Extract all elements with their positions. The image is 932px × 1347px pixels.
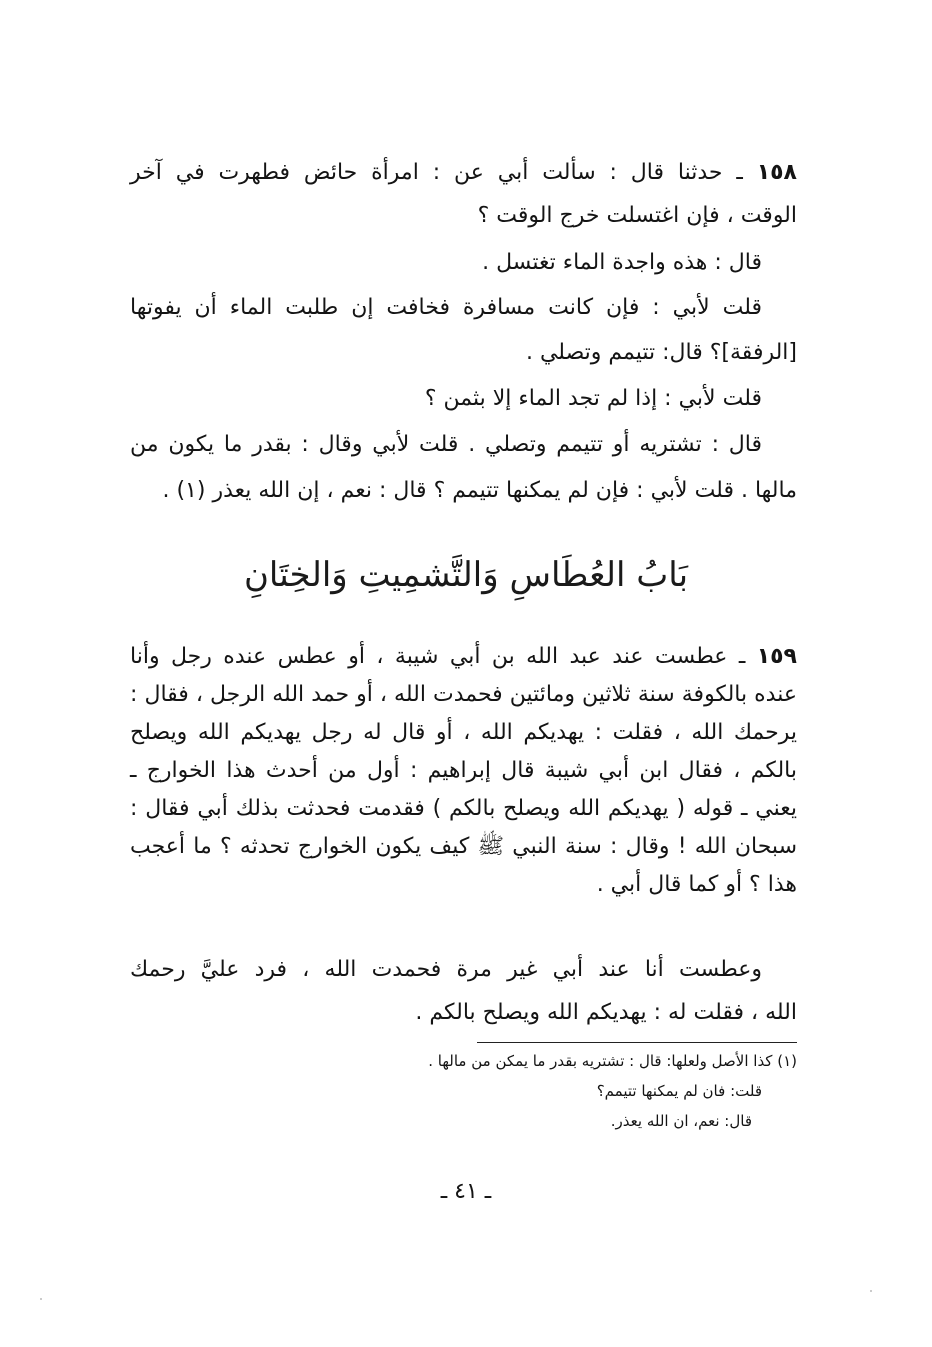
paragraph-3-line-2: الله ، فقلت له : يهديكم الله ويصلح بالكم . [415,1000,797,1025]
entry-159-line-2: عنده بالكوفة سنة ثلاثين ومائتين فحمدت الله ، أو حمد الله الرجل ، فقال : [130,682,797,707]
entry-159-line-3: يرحمك الله ، فقلت : يهديكم الله ، أو قال له رجل يهديكم الله ويصلح [130,720,797,745]
entry-159-line-7: هذا ؟ أو كما قال أبي . [596,872,797,897]
entry-159-line-5: يعني ـ قوله ( يهديكم الله ويصلح بالكم ) فقدمت فحدثت بذلك أبي فقال : [130,796,797,821]
entry-158-line-8 [162,476,797,506]
entry-158-text: ـ حدثنا قال : سألت أبي عن : امرأة حائض فطهرت في آخر [130,160,757,185]
footnote-line-2: قلت: فان لم يمكنها تتيمم؟ [596,1082,762,1100]
entry-158-line-5: [الرفقة]؟ قال: تتيمم وتصلي . [525,340,797,365]
entry-159-line-6: سبحان الله ! وقال : سنة النبي ﷺ كيف يكون الخوارج تحدثه ؟ ما أعجب [130,834,797,859]
entry-158-line-4: قلت لأبي : فإن كانت مسافرة فخافت إن طلبت الماء أن يفوتها [130,295,762,320]
chapter-heading: بَابُ العُطَاسِ وَالتَّشمِيتِ وَالخِتَانِ [243,555,689,595]
footnote-ref: (١) . [162,478,206,503]
entry-158-line-2: الوقت ، فإن اغتسلت خرج الوقت ؟ [477,203,797,228]
footnote-line-3: قال: نعم، ان الله يعذر. [610,1112,752,1130]
entry-159-line-4: بالكم ، فقال ابن أبي شيبة قال إبراهيم : أول من أحدث هذا الخوارج ـ [130,758,797,783]
entry-158-line-8-text: مالها . قلت لأبي : فإن لم يمكنها تتيمم ؟ قال : نعم ، إن الله يعذر [212,478,797,503]
footnote-line-1: (١) كذا الأصل ولعلها: قال : تشتريه بقدر ما يمكن من مالها . [428,1052,797,1070]
entry-159-number: ١٥٩ [756,644,797,669]
footnote-separator [477,1042,797,1043]
entry-158-line-7: قال : تشتريه أو تتيمم وتصلي . قلت لأبي وقال : بقدر ما يكون من [130,432,762,457]
entry-158-line-3: قال : هذه واجدة الماء تغتسل . [482,250,762,275]
entry-158-number: ١٥٨ [756,160,797,185]
entry-159-text: ـ عطست عند عبد الله بن أبي شيبة ، أو عطس عنده رجل وأنا [130,644,757,669]
scan-speck [40,1298,42,1300]
paragraph-3-line-1: وعطست أنا عند أبي غير مرة فحمدت الله ، فرد عليَّ رحمك [130,957,762,982]
entry-158-line-1 [130,158,797,188]
entry-159-line-1 [130,642,797,672]
scan-speck [870,1290,872,1292]
entry-158-line-6: قلت لأبي : إذا لم تجد الماء إلا بثمن ؟ [424,386,762,411]
page-number: ـ ٤١ ـ [440,1179,492,1204]
